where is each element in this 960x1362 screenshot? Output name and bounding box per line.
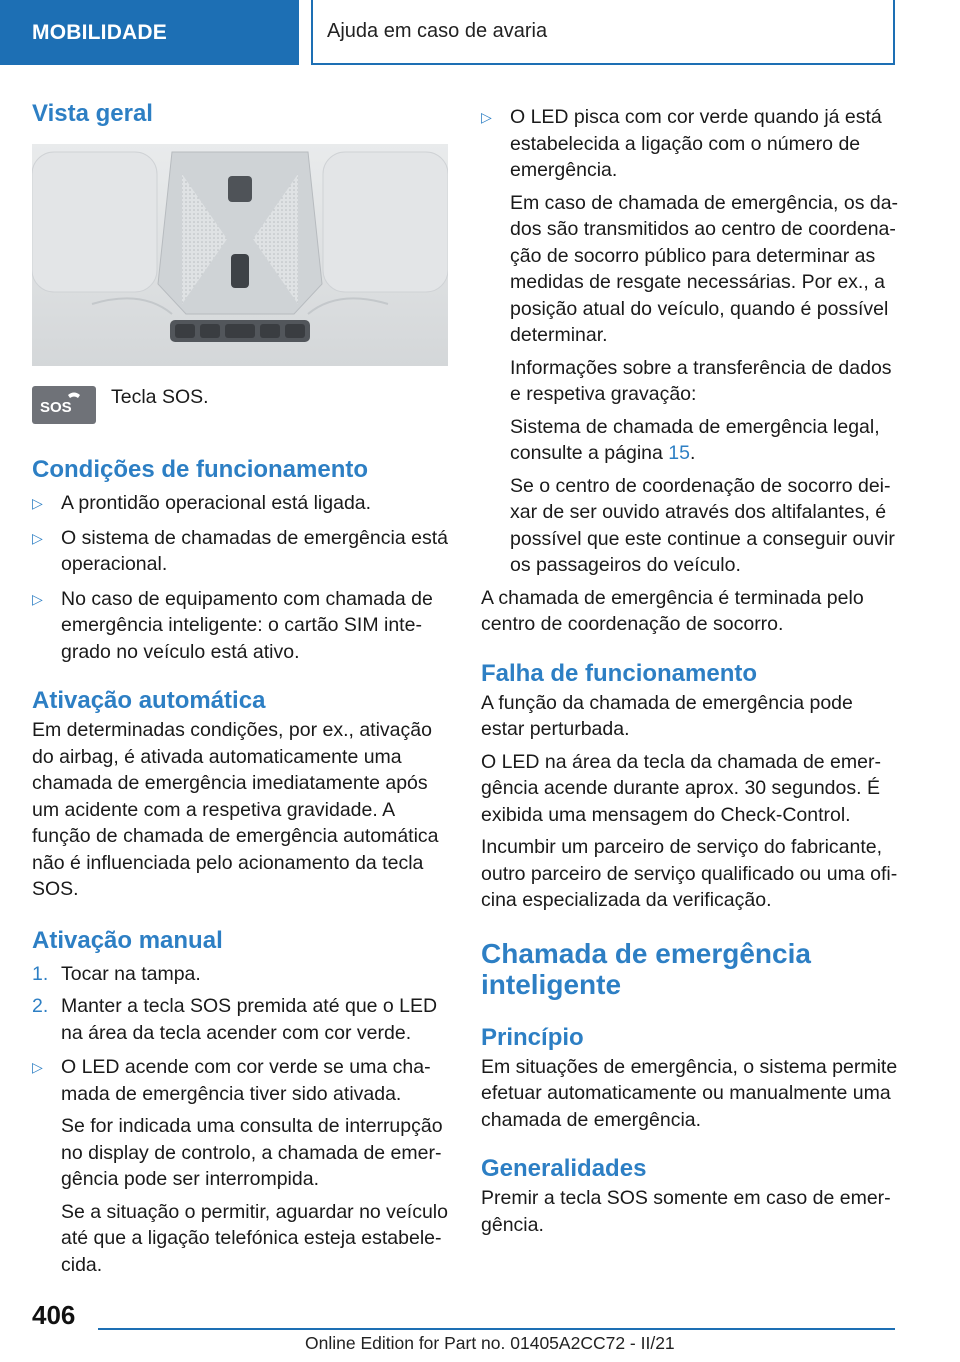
footer-edition: Online Edition for Part no. 01405A2CC72 - II/21	[305, 1333, 675, 1353]
heading-falha: Falha de funcionamento	[481, 659, 758, 687]
automatica-text: Em determinadas condições, por ex., ativação do airbag, é ativada automaticamente uma chamada de emergência imediatamente após um acidente com a respetiva gravidade. A função de chamada de emergência automática não é influenciada pelo acionamento da tecla SOS.	[32, 719, 439, 900]
manual-bullet: ▷ O LED acende com cor verde se uma cha-mada de emergência tiver sido ativada.	[32, 1056, 431, 1105]
heading-vista-geral: Vista geral	[32, 100, 153, 127]
sos-key-legend	[32, 386, 450, 424]
right-sub-4: Se o centro de coordenação de socorro dei-xar de ser ouvido através dos altifalantes, é possível que este continue a conseguir ouvir os passageiros do veículo.	[510, 474, 895, 576]
principio-text: Em situações de emergência, o sistema permite efetuar automaticamente ou manualmente uma chamada de emergência.	[481, 1055, 898, 1131]
triangle-bullet-icon: ▷	[32, 529, 43, 546]
chapter-title: Ajuda em caso de avaria	[327, 20, 548, 42]
condition-item: ▷ O sistema de chamadas de emergência está operacional.	[32, 526, 448, 575]
manual-sub-1: Se for indicada uma consulta de interrupção no display de controlo, a chamada de emer-gência pode ser interrompida.	[61, 1115, 443, 1190]
step-number: 1.	[32, 962, 49, 985]
triangle-bullet-icon: ▷	[481, 109, 492, 125]
left-column	[32, 98, 450, 1278]
step-item: 2. Manter a tecla SOS premida até que o LED na área da tecla acender com cor verde.	[32, 995, 438, 1044]
right-sub-2: Informações sobre a transferência de dados e respetiva gravação:	[510, 356, 892, 405]
falha-p1: A função da chamada de emergência pode estar perturbada.	[481, 691, 853, 740]
heading-inteligente: Chamada de emergência inteligente	[481, 937, 811, 1000]
triangle-bullet-icon: ▷	[32, 1059, 43, 1075]
page-link[interactable]: 15	[668, 442, 690, 464]
condition-item: ▷ A prontidão operacional está ligada.	[32, 490, 450, 517]
step-item: 1. Tocar na tampa.	[32, 961, 450, 988]
heading-automatica: Ativação automática	[32, 687, 266, 714]
heading-generalidades: Generalidades	[481, 1155, 647, 1182]
sos-caption: Tecla SOS.	[111, 386, 209, 408]
footer-divider	[98, 1328, 895, 1330]
right-sub-1: Em caso de chamada de emergência, os da-dos são transmitidos ao centro de coordena-ção de socorro público para determinar as medidas de resgate necessárias. Por ex., a posição atual do veículo, quando é possível determinar.	[510, 191, 899, 346]
sos-key-icon	[32, 386, 96, 424]
falha-p3: Incumbir um parceiro de serviço do fabricante, outro parceiro de serviço qualificado ou uma ofi-cina especializada da verificação.	[481, 836, 898, 911]
manual-sub-2: Se a situação o permitir, aguardar no veículo até que a ligação telefónica esteja estabele-cida.	[61, 1200, 448, 1276]
generalidades-text: Premir a tecla SOS somente em caso de emer-gência.	[481, 1187, 891, 1236]
page-number: 406	[32, 1300, 76, 1330]
header-section: MOBILIDADE	[0, 0, 299, 65]
triangle-bullet-icon: ▷	[32, 590, 43, 607]
triangle-bullet-icon: ▷	[32, 495, 43, 511]
right-column	[481, 104, 899, 1238]
header-chapter	[311, 0, 895, 65]
overhead-console-photo	[32, 144, 448, 366]
right-sub-3: Sistema de chamada de emergência legal, consulte a página 15.	[510, 415, 880, 464]
heading-manual: Ativação manual	[32, 926, 223, 954]
condition-item: ▷ No caso de equipamento com chamada de emergência inteligente: o cartão SIM inte-grado no veículo está ativo.	[32, 587, 433, 663]
end-text: A chamada de emergência é terminada pelo centro de coordenação de socorro.	[481, 586, 864, 635]
sos-key-label: SOS	[40, 398, 72, 416]
falha-p2: O LED na área da tecla da chamada de emer-gência acende durante aprox. 30 segundos. É exibida uma mensagem do Check-Control.	[481, 750, 881, 826]
heading-condicoes: Condições de funcionamento	[32, 456, 369, 483]
right-bullet: ▷ O LED pisca com cor verde quando já está estabelecida a ligação com o número de emergência.	[481, 106, 882, 181]
heading-principio: Princípio	[481, 1023, 584, 1051]
step-number: 2.	[32, 995, 49, 1017]
